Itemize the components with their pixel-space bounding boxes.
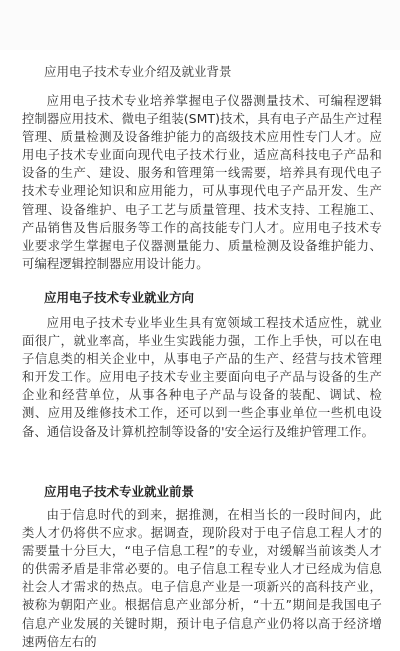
- page-top-margin: [0, 0, 400, 50]
- career-prospects-paragraph: 由于信息时代的到来，据推测，在相当长的一段时间内，此类人才仍将供不应求。据调查，现阶段对于电子信息工程人才的需要量十分巨大，“电子信息工程”的专业，对缓解当前该类人才的供需矛盾是非常必要的。电子信息工程专业人才已经成为信息社会人才需求的热点。电子信息产业是一项新兴的高科技产业，被称为朝阳产业。根据信息产业部分析，“十五”期间是我国电子信息产业发展的关键时期，预计电子信息产业仍将以高于经济增速两倍左右的: [22, 508, 382, 649]
- intro-paragraph: 应用电子技术专业培养掌握电子仪器测量技术、可编程逻辑控制器应用技术、微电子组装(SMT)技术，具有电子产品生产过程管理、质量检测及设备维护能力的高级技术应用性专门人才。应用电子技术专业面向现代电子技术行业，适应高科技电子产品和设备的生产、建设、服务和管理第一线需要，培养具有现代电子技术专业理论知识和应用能力，可从事现代电子产品开发、生产管理、设备维护、电子工艺与质量管理、技术支持、工程施工、产品销售及售后服务等工作的高技能专门人才。应用电子技术专业要求学生掌握电子仪器测量能力、质量检测及设备维护能力、可编程逻辑控制器应用设计能力。: [22, 94, 382, 271]
- document-title: 应用电子技术专业介绍及就业背景: [44, 64, 232, 79]
- career-direction-paragraph: 应用电子技术专业毕业生具有宽领域工程技术适应性，就业面很广，就业率高，毕业生实践能力强，工作上手快，可以在电子信息类的相关企业中，从事电子产品的生产、经营与技术管理和开发工作。应用电子技术专业主要面向电子产品与设备的生产企业和经营单位，从事各种电子产品与设备的装配、调试、检测、应用及维修技术工作，还可以到一些企事业单位一些机电设备、通信设备及计算机控制等设备的'安全运行及维护管理工作。: [22, 316, 382, 439]
- section-heading-career-direction: 应用电子技术专业就业方向: [44, 290, 195, 305]
- section-heading-career-prospects: 应用电子技术专业就业前景: [44, 484, 195, 499]
